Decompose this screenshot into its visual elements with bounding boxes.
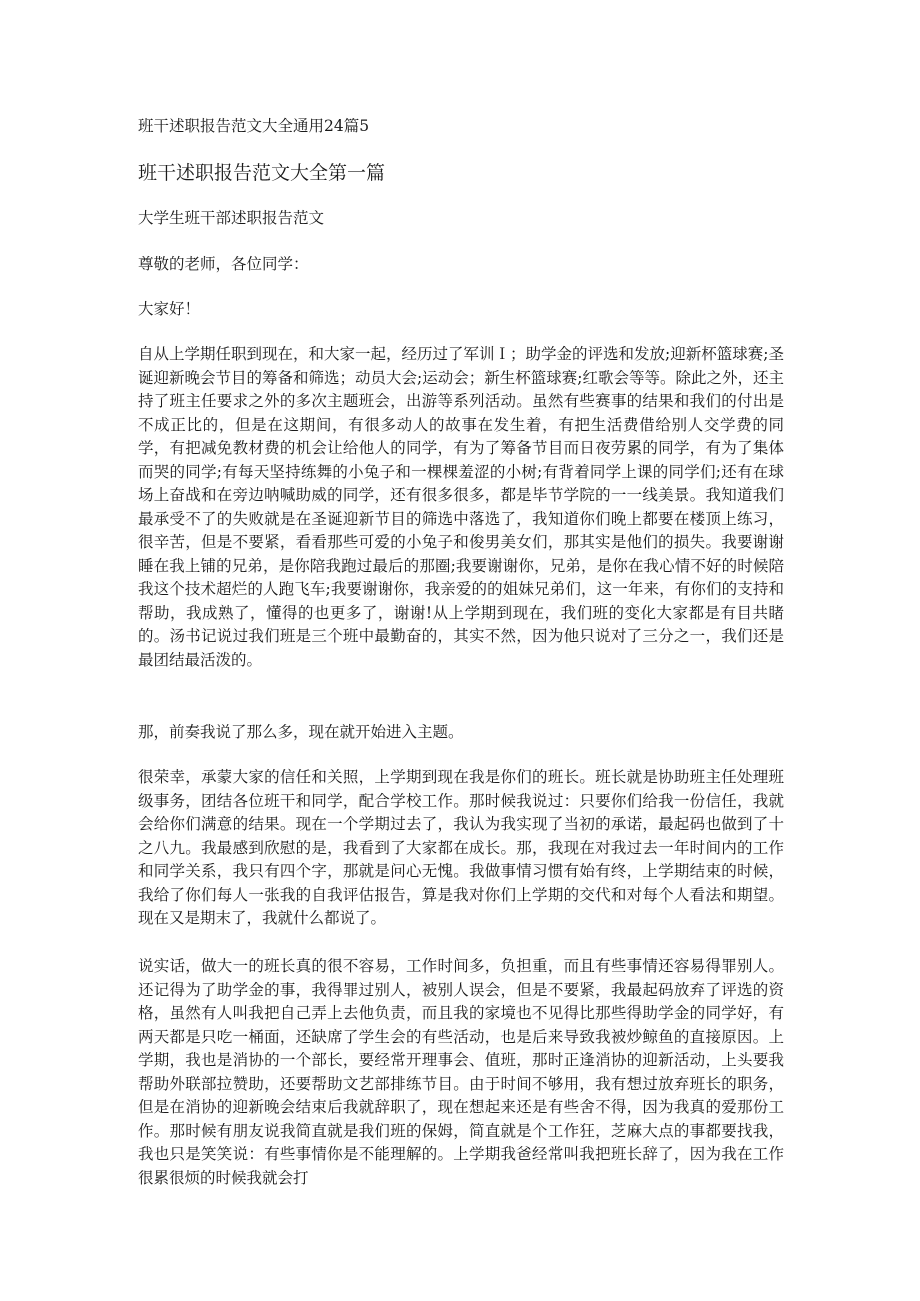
paragraph-2: 那，前奏我说了那么多，现在就开始进入主题。 <box>138 723 464 741</box>
document-title: 班干述职报告范文大全通用24篇5 <box>138 117 370 135</box>
greeting: 大家好！ <box>138 300 201 318</box>
paragraph-4: 说实话，做大一的班长真的很不容易，工作时间多，负担重，而且有些事情还容易得罪别人。还记得为了助学金的事，我得罪过别人，被别人误会，但是不要紧，我最起码放弃了评选的资格，虽然有人叫我把自己弄上去他负责，而且我的家境也不见得比那些得助学金的同学好，有两天都是只吃一桶面，还缺席了学生会的有些活动，也是后来导致我被炒鲸鱼的直接原因。上学期，我也是消协的一个部长，要经常开理事会、值班，那时正逢消协的迎新活动，上头要我帮助外联部拉赞助，还要帮助文艺部排练节目。由于时间不够用，我有想过放弃班长的职务，但是在消协的迎新晚会结束后我就辞职了，现在想起来还是有些舍不得，因为我真的爱那份工作。那时候有朋友说我简直就是我们班的保姆，简直就是个工作狂，芝麻大点的事都要找我，我也只是笑笑说：有些事情你是不能理解的。上学期我爸经常叫我把班长辞了，因为我在工作很累很烦的时候我就会打 <box>138 957 784 1187</box>
document-subtitle: 大学生班干部述职报告范文 <box>138 209 325 227</box>
paragraph-3: 很荣幸，承蒙大家的信任和关照，上学期到现在我是你们的班长。班长就是协助班主任处理班级事务，团结各位班干和同学，配合学校工作。那时候我说过：只要你们给我一份信任，我就会给你们满意的结果。现在一个学期过去了，我认为我实现了当初的承诺，最起码也做到了十之八九。我最感到欣慰的是，我看到了大家都在成长。那，我现在对我过去一年时间内的工作和同学关系，我只有四个字，那就是问心无愧。我做事情习惯有始有终，上学期结束的时候，我给了你们每人一张我的自我评估报告，算是我对你们上学期的交代和对每个人看法和期望。现在又是期末了，我就什么都说了。 <box>138 768 784 927</box>
salutation: 尊敬的老师，各位同学： <box>138 255 309 273</box>
paragraph-1: 自从上学期任职到现在，和大家一起，经历过了军训Ｉ；助学金的评选和发放;迎新杯篮球赛;圣诞迎新晚会节目的筹备和筛选；动员大会;运动会；新生杯篮球赛;红歌会等等。除此之外，还主持了班主任要求之外的多次主题班会，出游等系列活动。虽然有些赛事的结果和我们的付出是不成正比的，但是在这期间，有很多动人的故事在发生着，有把生活费借给别人交学费的同学，有把减免教材费的机会让给他人的同学，有为了筹备节目而日夜劳累的同学，有为了集体而哭的同学;有每天坚持练舞的小兔子和一棵棵羞涩的小树;有背着同学上课的同学们;还有在球场上奋战和在旁边呐喊助威的同学，还有很多很多，都是毕节学院的一一线美景。我知道我们最承受不了的失败就是在圣诞迎新节目的筛选中落选了，我知道你们晚上都要在楼顶上练习，很辛苦，但是不要紧，看看那些可爱的小兔子和俊男美女们，那其实是他们的损失。我要谢谢睡在我上铺的兄弟，是你陪我跑过最后的那圈;我要谢谢你，兄弟，是你在我心情不好的时候陪我这个技术超烂的人跑飞车;我要谢谢你，我亲爱的的姐妹兄弟们，这一年来，有你们的支持和帮助，我成熟了，懂得的也更多了，谢谢!从上学期到现在，我们班的变化大家都是有目共睹的。汤书记说过我们班是三个班中最勤奋的，其实不然，因为他只说对了三分之一，我们还是最团结最活泼的。 <box>138 345 784 669</box>
section-heading: 班干述职报告范文大全第一篇 <box>138 162 386 184</box>
